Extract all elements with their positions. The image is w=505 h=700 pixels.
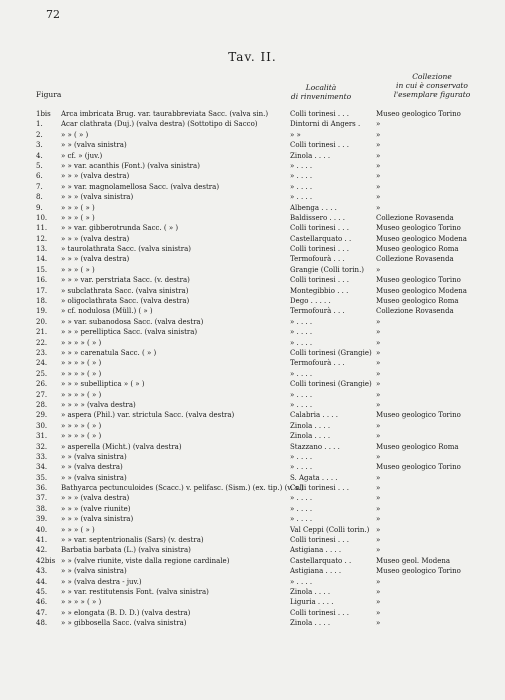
table-row (0, 442, 505, 452)
collection-cell: » (376, 141, 381, 150)
locality-cell: Zinola . . . . (290, 151, 331, 160)
locality-cell: Termofourà . . . (290, 359, 345, 368)
collection-column-header (388, 72, 476, 99)
species-description: » » » carenatula Sacc. ( » ) (61, 348, 157, 357)
locality-cell: » . . . . (290, 193, 313, 202)
species-description: » asperella (Micht.) (valva destra) (61, 442, 182, 451)
collection-cell: » (376, 172, 381, 181)
table-row (0, 203, 505, 213)
collection-cell: » (376, 338, 381, 347)
species-description: » » » ( » ) (61, 265, 95, 274)
collection-cell: » (376, 359, 381, 368)
locality-cell: Val Ceppi (Colli torin.) (290, 525, 370, 534)
locality-cell: Colli torinesi (Grangie) (290, 348, 372, 357)
collection-cell: » (376, 577, 381, 586)
figure-number: 13. (36, 245, 48, 254)
collection-cell: » (376, 120, 381, 129)
collection-cell: Collezione Rovasenda (376, 307, 454, 316)
table-row (0, 400, 505, 410)
locality-cell: » . . . . (290, 515, 313, 524)
species-description: » » var. gibberotrunda Sacc. ( » ) (61, 224, 179, 233)
locality-cell: Dego . . . . . (290, 297, 331, 306)
table-row (0, 545, 505, 555)
locality-cell: Colli torinesi . . . (290, 276, 349, 285)
species-description: » » ( » ) (61, 130, 89, 139)
species-description: » » » (valva sinistra) (61, 193, 134, 202)
collection-cell: » (376, 515, 381, 524)
figure-number: 27. (36, 390, 48, 399)
locality-cell: Baldissero . . . . (290, 213, 345, 222)
table-row (0, 525, 505, 535)
species-description: » » (valva sinistra) (61, 452, 127, 461)
figure-column-header: Figura (36, 90, 62, 99)
locality-cell: » . . . . (290, 494, 313, 503)
species-description: » » var. magnolamellosa Sacc. (valva destra) (61, 182, 220, 191)
table-row (0, 587, 505, 597)
locality-cell: Dintorni di Angers . (290, 120, 361, 129)
collection-cell: » (376, 504, 381, 513)
collection-cell: Museo geologico Modena (376, 286, 467, 295)
species-description: » cf. nodulosa (Müll.) ( » ) (61, 307, 153, 316)
table-row (0, 171, 505, 181)
locality-cell: » . . . . (290, 577, 313, 586)
species-description: » » » var. perstriata Sacc. (v. destra) (61, 276, 190, 285)
locality-cell: » . . . . (290, 452, 313, 461)
species-description: » cf. » (juv.) (61, 151, 103, 160)
locality-cell: Zinola . . . . (290, 587, 331, 596)
figure-number: 42. (36, 546, 48, 555)
locality-cell: » . . . . (290, 400, 313, 409)
table-row (0, 577, 505, 587)
figure-number: 14. (36, 255, 48, 264)
table-row (0, 431, 505, 441)
table-row (0, 566, 505, 576)
species-description: » » (valve riunite, viste dalla regione cardinale) (61, 556, 230, 565)
figure-number: 25. (36, 369, 48, 378)
table-row (0, 338, 505, 348)
species-description: » » gibbosella Sacc. (valva sinistra) (61, 619, 187, 628)
table-row (0, 161, 505, 171)
table-row (0, 535, 505, 545)
species-description: » » (valva destra - juv.) (61, 577, 142, 586)
table-row (0, 119, 505, 129)
figure-number: 1bis (36, 110, 51, 118)
species-description: » » (valva sinistra) (61, 567, 127, 576)
figure-number: 15. (36, 265, 48, 274)
species-description: » » » (valve riunite) (61, 504, 131, 513)
species-description: » » » (valva destra) (61, 172, 130, 181)
figure-number: 8. (36, 193, 43, 202)
species-description: » » var. septentrionalis (Sars) (v. destra) (61, 536, 204, 545)
locality-cell: » . . . . (290, 328, 313, 337)
table-row (0, 244, 505, 254)
collection-cell: » (376, 182, 381, 191)
locality-cell: Calabria . . . . (290, 411, 338, 420)
collection-cell: Museo geol. Modena (376, 556, 451, 565)
locality-cell: Colli torinesi . . . (290, 110, 349, 118)
figure-number: 24. (36, 359, 48, 368)
species-description: » » » » ( » ) (61, 338, 102, 347)
locality-cell: Zinola . . . . (290, 421, 331, 430)
collection-cell: » (376, 380, 381, 389)
figure-number: 44. (36, 577, 48, 586)
collection-cell: Museo geologico Torino (376, 411, 461, 420)
figure-number: 31. (36, 432, 48, 441)
collection-cell: » (376, 608, 381, 617)
locality-cell: » . . . . (290, 504, 313, 513)
table-row (0, 306, 505, 316)
collection-cell: » (376, 452, 381, 461)
table-row (0, 514, 505, 524)
locality-cell: » . . . . (290, 161, 313, 170)
species-description: » aspera (Phil.) var. strictula Sacc. (valva destra) (61, 411, 235, 420)
figure-number: 18. (36, 297, 48, 306)
species-description: » » » ( » ) (61, 213, 95, 222)
species-description: » » » perelliptica Sacc. (valva sinistra) (61, 328, 198, 337)
locality-cell: » . . . . (290, 369, 313, 378)
locality-cell: Zinola . . . . (290, 619, 331, 628)
collection-cell: » (376, 151, 381, 160)
locality-column-header (290, 83, 352, 101)
locality-cell: » . . . . (290, 463, 313, 472)
figure-number: 47. (36, 608, 48, 617)
table-row (0, 234, 505, 244)
figure-number: 16. (36, 276, 48, 285)
table-row (0, 327, 505, 337)
collection-cell: » (376, 619, 381, 628)
locality-cell: Colli torinesi . . . (290, 245, 349, 254)
collection-cell: Museo geologico Roma (376, 245, 459, 254)
table-row (0, 379, 505, 389)
figure-number: 34. (36, 463, 48, 472)
species-description: » » (valva destra) (61, 463, 123, 472)
species-description: » oligoclathrata Sacc. (valva destra) (61, 297, 190, 306)
locality-cell: Termofourà . . . (290, 307, 345, 316)
collection-cell: » (376, 161, 381, 170)
page-number: 72 (46, 8, 60, 21)
figure-number: 23. (36, 348, 48, 357)
figure-number: 6. (36, 172, 43, 181)
table-row (0, 223, 505, 233)
figure-number: 17. (36, 286, 48, 295)
table-row (0, 410, 505, 420)
table-row (0, 213, 505, 223)
species-description: » » » ( » ) (61, 525, 95, 534)
table-row (0, 421, 505, 431)
locality-cell: Castellarquato . . (290, 556, 352, 565)
locality-cell: S. Agata . . . . (290, 473, 338, 482)
collection-cell: » (376, 390, 381, 399)
table-row (0, 452, 505, 462)
collection-header-line-3: l'esemplare figurato (393, 90, 471, 99)
species-description: » » var. restitutensis Font. (valva sinistra) (61, 587, 209, 596)
table-row (0, 618, 505, 628)
collection-cell: » (376, 587, 381, 596)
table-row (0, 265, 505, 275)
species-description: Arca imbricata Brug. var. taurabbreviata Sacc. (valva sin.) (61, 110, 269, 118)
figure-number: 7. (36, 182, 43, 191)
species-description: » » » (valva destra) (61, 494, 130, 503)
collection-cell: » (376, 432, 381, 441)
species-description: » subclathrata Sacc. (valva sinistra) (61, 286, 189, 295)
species-description: » » » (valva destra) (61, 255, 130, 264)
table-row (0, 286, 505, 296)
figure-number: 4. (36, 151, 43, 160)
table-row (0, 275, 505, 285)
table-row (0, 358, 505, 368)
figure-number: 43. (36, 567, 48, 576)
species-description: » » (valva sinistra) (61, 473, 127, 482)
species-description: » » var. subanodosa Sacc. (valva destra) (61, 317, 204, 326)
figure-number: 39. (36, 515, 48, 524)
figure-number: 41. (36, 536, 48, 545)
figure-number: 10. (36, 213, 48, 222)
collection-cell: » (376, 265, 381, 274)
species-description: » » elongata (B. D. D.) (valva destra) (61, 608, 191, 617)
collection-cell: » (376, 203, 381, 212)
locality-cell: Grangie (Colli torin.) (290, 265, 365, 274)
collection-cell: » (376, 348, 381, 357)
table-row (0, 608, 505, 618)
figure-number: 3. (36, 141, 43, 150)
species-description: Acar clathrata (Duj.) (valva destra) (Sottotipo di Sacco) (61, 120, 258, 129)
table-row (0, 254, 505, 264)
species-description: » » » » (valva destra) (61, 400, 136, 409)
figure-number: 46. (36, 598, 48, 607)
species-description: » » var. acanthis (Font.) (valva sinistra) (61, 161, 200, 170)
collection-cell: » (376, 536, 381, 545)
species-description: » » » » ( » ) (61, 390, 102, 399)
table-row (0, 192, 505, 202)
collection-cell: » (376, 473, 381, 482)
figure-number: 28. (36, 400, 48, 409)
table-row (0, 348, 505, 358)
locality-cell: Colli torinesi . . . (290, 141, 349, 150)
figure-number: 12. (36, 234, 48, 243)
species-description: » » » » ( » ) (61, 359, 102, 368)
table-row (0, 462, 505, 472)
figure-number: 2. (36, 130, 43, 139)
figure-number: 40. (36, 525, 48, 534)
locality-header-line-1: Località (305, 83, 337, 92)
figure-number: 35. (36, 473, 48, 482)
collection-cell: Museo geologico Torino (376, 276, 461, 285)
collection-cell: Museo geologico Modena (376, 234, 467, 243)
table-row (0, 296, 505, 306)
figure-number: 45. (36, 587, 48, 596)
figure-number: 29. (36, 411, 48, 420)
table-row (0, 597, 505, 607)
table-row (0, 182, 505, 192)
figure-number: 30. (36, 421, 48, 430)
locality-cell: » . . . . (290, 390, 313, 399)
page-title: Tav. II. (228, 50, 277, 64)
collection-cell: » (376, 546, 381, 555)
collection-cell: Museo geologico Torino (376, 110, 461, 118)
species-description: » » » subelliptica » ( » ) (61, 380, 145, 389)
collection-cell: » (376, 328, 381, 337)
species-description: » taurolathrata Sacc. (valva sinistra) (61, 245, 191, 254)
figure-number: 5. (36, 161, 43, 170)
locality-cell: » . . . . (290, 182, 313, 191)
locality-cell: Colli torinesi . . . (290, 608, 349, 617)
figure-number: 38. (36, 504, 48, 513)
figure-number: 1. (36, 120, 43, 129)
table-row (0, 151, 505, 161)
collection-cell: » (376, 494, 381, 503)
locality-cell: Colli torinesi . . . (290, 224, 349, 233)
species-description: » » » » ( » ) (61, 369, 102, 378)
table-row (0, 130, 505, 140)
table-row (0, 369, 505, 379)
figure-number: 9. (36, 203, 43, 212)
locality-cell: Liguria . . . . (290, 598, 334, 607)
collection-cell: Museo geologico Roma (376, 442, 459, 451)
locality-cell: Termofourà . . . (290, 255, 345, 264)
figure-number: 42bis (36, 556, 56, 565)
locality-cell: » » (290, 130, 301, 139)
collection-cell: » (376, 193, 381, 202)
species-description: » » » » ( » ) (61, 432, 102, 441)
species-description: » » » » ( » ) (61, 598, 102, 607)
species-description: » » » (valva destra) (61, 234, 130, 243)
figure-number: 21. (36, 328, 48, 337)
collection-cell: Collezione Rovasenda (376, 255, 454, 264)
species-description: » » » » ( » ) (61, 421, 102, 430)
locality-cell: Colli torinesi . . . (290, 536, 349, 545)
table-row (0, 473, 505, 483)
collection-cell: » (376, 130, 381, 139)
figure-number: 20. (36, 317, 48, 326)
figure-number: 26. (36, 380, 48, 389)
collection-cell: Museo geologico Torino (376, 463, 461, 472)
locality-cell: Colli torinesi (Grangie) (290, 380, 372, 389)
collection-cell: Collezione Rovasenda (376, 213, 454, 222)
table-row (0, 317, 505, 327)
collection-cell: » (376, 421, 381, 430)
locality-cell: Astigiana . . . . (290, 546, 342, 555)
collection-cell: Museo geologico Torino (376, 567, 461, 576)
figure-number: 36. (36, 484, 48, 493)
table-row (0, 109, 505, 119)
figure-number: 33. (36, 452, 48, 461)
figure-number: 48. (36, 619, 48, 628)
table-row (0, 140, 505, 150)
collection-cell: Museo geologico Roma (376, 297, 459, 306)
table-row (0, 556, 505, 566)
species-description: Barbatia barbata (L.) (valva sinistra) (61, 546, 191, 555)
species-description: » » » (valva sinistra) (61, 515, 134, 524)
collection-cell: » (376, 369, 381, 378)
collection-header-line-2: in cui è conservato (396, 81, 468, 90)
table-row (0, 504, 505, 514)
collection-cell: Museo geologico Torino (376, 224, 461, 233)
locality-cell: Montegibbio . . . (290, 286, 349, 295)
locality-cell: Stazzano . . . . (290, 442, 340, 451)
locality-cell: » . . . . (290, 338, 313, 347)
plate-table (0, 109, 505, 629)
species-description: » » (valva sinistra) (61, 141, 127, 150)
species-description: » » » ( » ) (61, 203, 95, 212)
collection-cell: » (376, 484, 381, 493)
collection-cell: » (376, 598, 381, 607)
locality-cell: Albenga . . . . (290, 203, 337, 212)
figure-number: 37. (36, 494, 48, 503)
collection-header-line-1: Collezione (412, 72, 452, 81)
figure-number: 11. (36, 224, 48, 233)
table-row (0, 483, 505, 493)
locality-cell: » . . . . (290, 317, 313, 326)
locality-cell: Astigiana . . . . (290, 567, 342, 576)
locality-cell: Colli torinesi . . . (290, 484, 349, 493)
locality-cell: Castellarquato . . (290, 234, 352, 243)
figure-number: 19. (36, 307, 48, 316)
collection-cell: » (376, 400, 381, 409)
collection-cell: » (376, 525, 381, 534)
table-row (0, 390, 505, 400)
locality-header-line-2: di rinvenimento (290, 92, 352, 101)
table-row (0, 493, 505, 503)
species-description: Bathyarca pectunculoides (Scacc.) v. pelifasc. (Sism.) (ex. tip.) (v. s.) (61, 484, 304, 493)
collection-cell: » (376, 317, 381, 326)
locality-cell: Zinola . . . . (290, 432, 331, 441)
locality-cell: » . . . . (290, 172, 313, 181)
figure-number: 22. (36, 338, 48, 347)
figure-number: 32. (36, 442, 48, 451)
